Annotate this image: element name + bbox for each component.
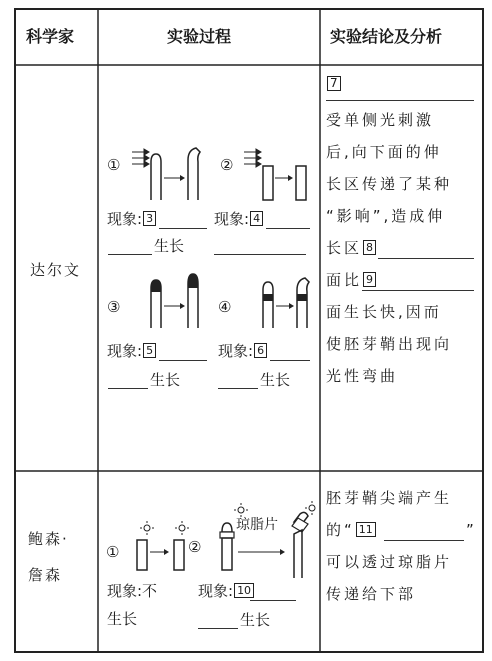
exp-number-b2: ② — [188, 538, 202, 556]
opaque-cap-3b — [188, 274, 198, 288]
phenomenon-b1: 现象:不 — [107, 582, 158, 600]
coleoptile-b1 — [137, 540, 147, 570]
phenomenon-2 — [214, 210, 263, 228]
boysen-conclusion — [326, 482, 478, 610]
header-scientist: 科学家 — [26, 27, 75, 46]
phenomenon-3 — [107, 342, 156, 360]
conclusion-line: “影响”,造成伸 — [326, 207, 446, 225]
phenomenon-4-tail: 生长 — [260, 371, 291, 389]
phenomenon-label: 现象: — [107, 342, 143, 360]
agar-label: 琼脂片 — [236, 517, 278, 533]
exp-number-3: ③ — [107, 298, 121, 316]
exp-number-2: ② — [220, 156, 234, 174]
blank-number-6: 6 — [254, 343, 267, 358]
phenomenon-b2 — [198, 582, 254, 600]
exp-number-1: ① — [107, 156, 121, 174]
conclusion-line: 面比 — [326, 271, 363, 289]
opaque-band-4a — [263, 294, 273, 301]
blank-number-10: 10 — [234, 583, 254, 598]
conclusion-line: 传递给下部 — [326, 585, 417, 603]
conclusion-line: 受单侧光刺激 — [326, 111, 435, 129]
phenomenon-label: 现象: — [107, 210, 143, 228]
coleoptile-2-cut — [263, 166, 273, 200]
opaque-cap-3a — [151, 280, 161, 292]
darwin-diagram-top — [104, 138, 319, 206]
blank-number-4: 4 — [250, 211, 263, 226]
darwin-conclusion — [326, 74, 478, 392]
blank-number-3: 3 — [143, 211, 156, 226]
blank-number-7: 7 — [327, 76, 341, 91]
header-conclusion: 实验结论及分析 — [330, 27, 443, 46]
sun-icon — [140, 501, 315, 535]
conclusion-line: 使胚芽鞘出现向 — [326, 335, 453, 353]
darwin-diagram-bottom — [104, 270, 319, 332]
conclusion-line: 面生长快,因而 — [326, 303, 442, 321]
boysen-diagram — [104, 488, 316, 578]
exp-number-b1: ① — [106, 543, 120, 561]
phenomenon-3-tail: 生长 — [150, 371, 181, 389]
experiment-table — [14, 8, 484, 653]
conclusion-line: 可以透过琼脂片 — [326, 553, 453, 571]
phenomenon-label: 现象: — [214, 210, 250, 228]
blank-number-11: 11 — [356, 522, 376, 537]
phenomenon-b2-tail: 生长 — [240, 611, 271, 629]
scientist-boysen-line1: 鲍森· — [28, 530, 69, 548]
phenomenon-label: 现象: — [218, 342, 254, 360]
conclusion-line: 的“ — [326, 521, 355, 539]
phenomenon-1-tail: 生长 — [154, 237, 185, 255]
blank-number-5: 5 — [143, 343, 156, 358]
header-process: 实验过程 — [167, 27, 232, 46]
light-arrows-2 — [244, 149, 261, 167]
conclusion-line: 长区 — [326, 239, 363, 257]
phenomenon-1 — [107, 210, 156, 228]
phenomenon-4 — [218, 342, 267, 360]
agar-block-1 — [220, 532, 234, 538]
scientist-boysen-line2: 詹森 — [28, 566, 63, 584]
blank-number-8: 8 — [363, 240, 376, 255]
opaque-band-4b — [297, 294, 307, 301]
phenomenon-label: 现象: — [198, 582, 234, 600]
scientist-darwin: 达尔文 — [30, 261, 82, 279]
coleoptile-b1-after — [174, 540, 184, 570]
exp-number-4: ④ — [218, 298, 232, 316]
conclusion-line: 光性弯曲 — [326, 367, 399, 385]
conclusion-line: 长区传递了某种 — [326, 175, 453, 193]
conclusion-line: 胚芽鞘尖端产生 — [326, 489, 453, 507]
blank-number-9: 9 — [363, 272, 376, 287]
conclusion-quote-close: ” — [466, 521, 477, 539]
conclusion-line: 后,向下面的伸 — [326, 143, 442, 161]
phenomenon-b1-tail: 生长 — [107, 610, 138, 628]
coleoptile-2-after — [296, 166, 306, 200]
light-arrows-1 — [132, 149, 149, 167]
coleoptile-1 — [151, 154, 161, 200]
coleoptile-1-bent — [188, 148, 200, 200]
